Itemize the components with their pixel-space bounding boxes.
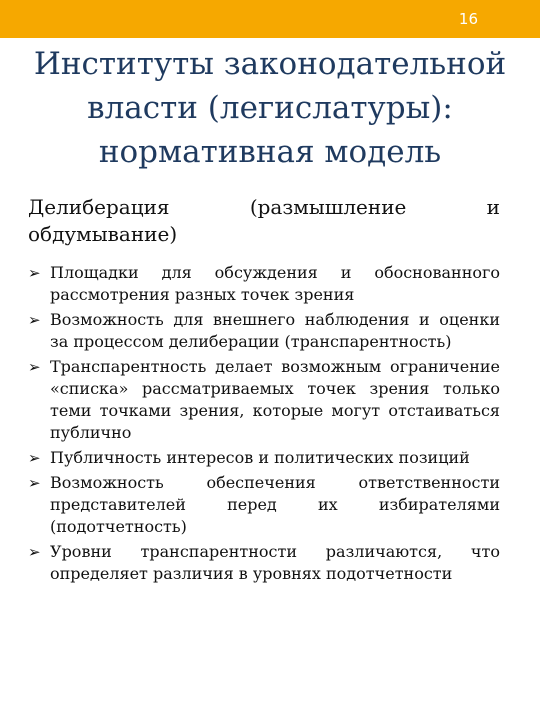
arrow-bullet-icon: ➢ <box>28 358 41 376</box>
bullet-text: Транспарентность делает возможным ограничение «списка» рассматриваемых точек зрения только теми точками зрения, которые могут отстаиваться публично <box>50 357 500 442</box>
arrow-bullet-icon: ➢ <box>28 474 41 492</box>
bullet-list <box>28 262 500 588</box>
arrow-bullet-icon: ➢ <box>28 543 41 561</box>
bullet-item <box>28 472 500 538</box>
bullet-item <box>28 541 500 585</box>
bullet-text: Возможность для внешнего наблюдения и оценки за процессом делиберации (транспарентность) <box>50 310 500 351</box>
slide-header-bar <box>0 0 540 38</box>
arrow-bullet-icon: ➢ <box>28 311 41 329</box>
bullet-text: Возможность обеспечения ответственности представителей перед их избирателями (подотчетность) <box>50 473 500 536</box>
bullet-item <box>28 262 500 306</box>
bullet-item <box>28 309 500 353</box>
bullet-item <box>28 447 500 469</box>
bullet-text: Уровни транспарентности различаются, что определяет различия в уровнях подотчетности <box>50 542 500 583</box>
bullet-item <box>28 356 500 444</box>
slide-number: 16 <box>458 10 478 28</box>
slide-subtitle: Делиберация (размышление и обдумывание) <box>28 195 500 246</box>
arrow-bullet-icon: ➢ <box>28 449 41 467</box>
bullet-text: Площадки для обсуждения и обоснованного рассмотрения разных точек зрения <box>50 263 500 304</box>
bullet-text: Публичность интересов и политических позиций <box>50 448 470 467</box>
arrow-bullet-icon: ➢ <box>28 264 41 282</box>
slide-title: Институты законодательной власти (легислатуры): нормативная модель <box>33 46 507 170</box>
